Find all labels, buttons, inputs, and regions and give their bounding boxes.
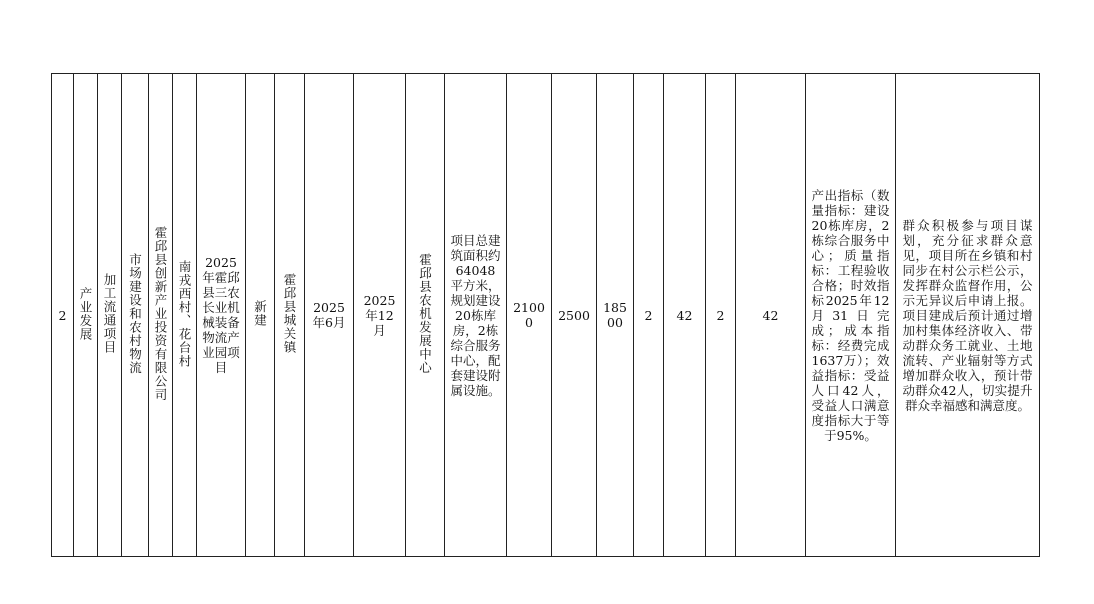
cell-total-invest: 21000 <box>507 74 552 557</box>
cell-unit: 霍邱县农机发展中心 <box>406 74 445 557</box>
cell-benefit-people: 42 <box>736 74 806 557</box>
cell-performance: 产出指标（数量指标：建设20栋库房，2栋综合服务中心；质量指标：工程验收合格；时效指标2025年12月31日完成；成本指标：经费完成1637万）；效益指标：受益人口42人，受益人口满意度指标大于等于95%。 <box>806 74 896 557</box>
cell-benefit-poor-villages: 2 <box>706 74 736 557</box>
cell-villages: 南戎西村、花台村 <box>173 74 197 557</box>
cell-benefit-villages: 2 <box>634 74 664 557</box>
cell-end-date: 2025年12月 <box>354 74 406 557</box>
cell-build-type: 新建 <box>246 74 275 557</box>
cell-other-fund: 18500 <box>597 74 634 557</box>
cell-implementer: 霍邱县创新产业投资有限公司 <box>149 74 173 557</box>
cell-content: 项目总建筑面积约64048平方米，规划建设20栋库房，2栋综合服务中心，配套建设附属设施。 <box>445 74 507 557</box>
cell-index: 2 <box>52 74 74 557</box>
cell-project-type: 市场建设和农村物流 <box>122 74 149 557</box>
cell-start-date: 2025年6月 <box>305 74 354 557</box>
cell-category: 产业发展 <box>74 74 98 557</box>
cell-location: 霍邱县城关镇 <box>275 74 305 557</box>
project-table <box>51 73 1040 557</box>
cell-project-name: 2025年霍邱县三农长业机械装备物流产业园项目 <box>197 74 246 557</box>
cell-subcategory: 加工流通项目 <box>98 74 122 557</box>
table-row <box>52 74 1040 557</box>
cell-mechanism: 群众积极参与项目谋划，充分征求群众意见，项目所在乡镇和村同步在村公示栏公示，发挥群众监督作用，公示无异议后申请上报。项目建成后预计通过增加村集体经济收入、带动群众务工就业、土地流转、产业辐射等方式增加群众收入，预计带动群众42人，切实提升群众幸福感和满意度。 <box>896 74 1040 557</box>
cell-benefit-households: 42 <box>664 74 706 557</box>
cell-fiscal-fund: 2500 <box>552 74 597 557</box>
